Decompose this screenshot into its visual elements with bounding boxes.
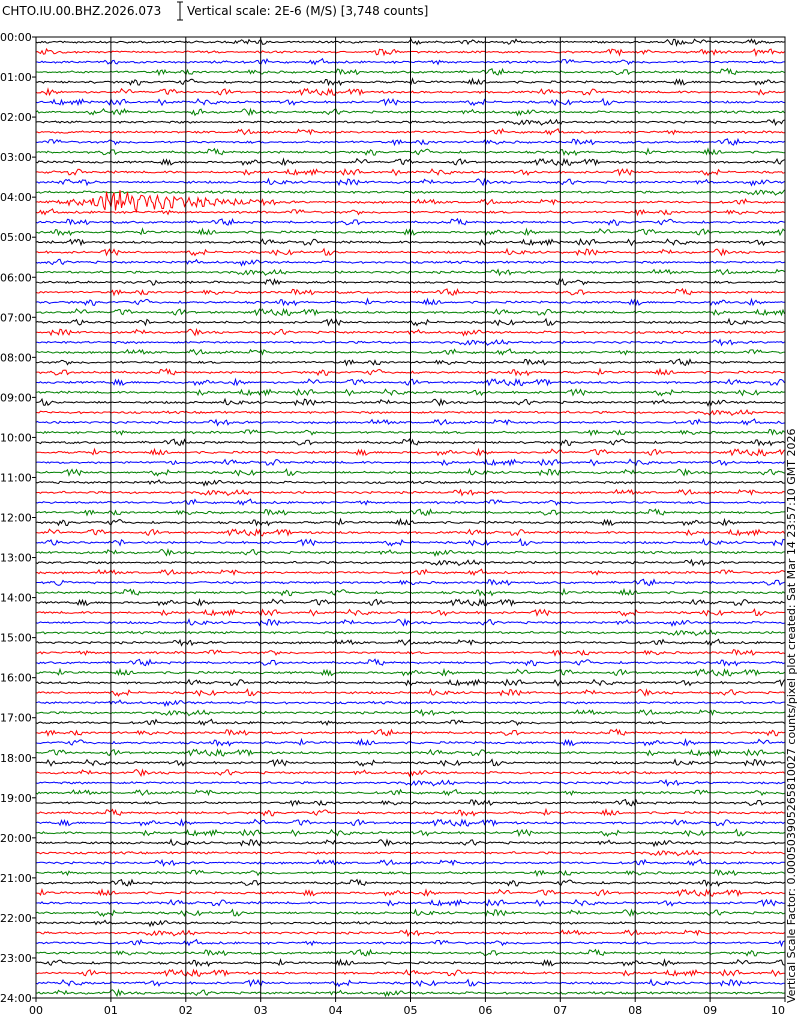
minute-tick-label: 01 <box>103 1004 118 1017</box>
scale-factor-note: Vertical Scale Factor: 0.000503905265810027 counts/pixel plot created: Sat Mar 14 23:57:10 GMT 2026 <box>785 428 798 1003</box>
hour-tick-label: 01:00 <box>0 71 32 85</box>
vertical-scale-label: Vertical scale: 2E-6 (M/S) [3,748 counts] <box>187 4 429 18</box>
hour-tick-label: 00:00 <box>0 31 32 44</box>
hour-tick-label: 18:00 <box>0 751 32 765</box>
minute-tick-label: 03 <box>253 1004 268 1017</box>
minute-tick-label: 00 <box>29 1004 43 1017</box>
minute-tick-labels <box>29 998 785 1017</box>
hour-tick-label: 19:00 <box>0 791 32 805</box>
hour-tick-label: 16:00 <box>0 671 32 685</box>
hour-tick-label: 08:00 <box>0 351 32 365</box>
hour-tick-label: 09:00 <box>0 391 32 405</box>
hour-tick-label: 15:00 <box>0 631 32 645</box>
minute-tick-label: 06 <box>478 1004 493 1017</box>
hour-tick-label: 20:00 <box>0 831 32 845</box>
minute-tick-label: 08 <box>628 1004 643 1017</box>
hour-tick-label: 11:00 <box>0 471 32 485</box>
hour-tick-label: 04:00 <box>0 191 32 205</box>
minute-tick-label: 04 <box>328 1004 343 1017</box>
hour-tick-label: 02:00 <box>0 111 32 125</box>
hour-tick-label: 10:00 <box>0 431 32 445</box>
hour-tick-label: 03:00 <box>0 151 32 165</box>
minute-tick-label: 07 <box>553 1004 568 1017</box>
hour-tick-label: 14:00 <box>0 591 32 605</box>
hour-tick-label: 06:00 <box>0 271 32 285</box>
hour-tick-label: 12:00 <box>0 511 32 525</box>
minute-tick-label: 09 <box>703 1004 718 1017</box>
scale-bar-icon <box>177 2 183 20</box>
hour-tick-label: 17:00 <box>0 711 32 725</box>
hour-tick-label: 22:00 <box>0 911 32 925</box>
station-title: CHTO.IU.00.BHZ.2026.073 <box>2 4 162 18</box>
hour-tick-label: 13:00 <box>0 551 32 565</box>
minute-tick-label: 02 <box>178 1004 193 1017</box>
hour-tick-label: 24:00 <box>0 992 32 1005</box>
hour-tick-label: 23:00 <box>0 951 32 965</box>
hour-tick-label: 07:00 <box>0 311 32 325</box>
minute-tick-label: 10 <box>771 1004 785 1017</box>
hour-tick-labels <box>0 31 36 1005</box>
hour-tick-label: 21:00 <box>0 871 32 885</box>
minute-tick-label: 05 <box>403 1004 418 1017</box>
hour-tick-label: 05:00 <box>0 231 32 245</box>
